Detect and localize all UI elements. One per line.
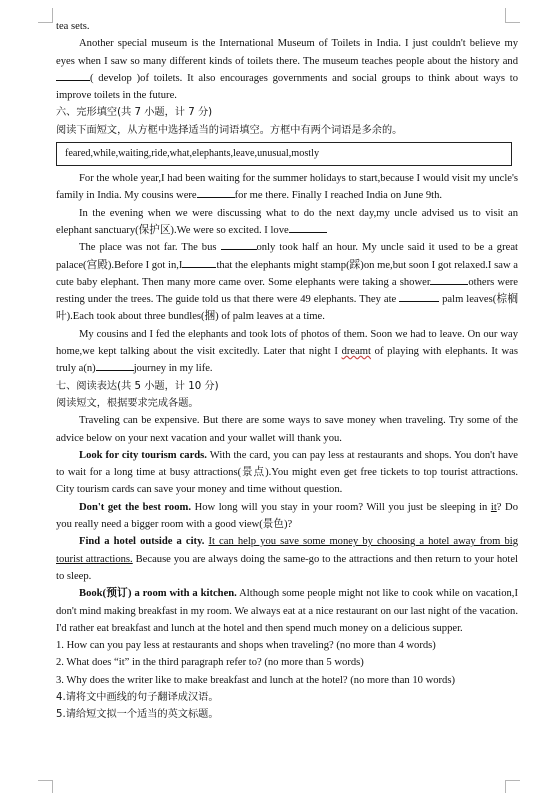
reading-paragraph-1 bbox=[56, 447, 518, 499]
section7-title: 七、阅读表达(共 5 小题，计 10 分) bbox=[56, 380, 219, 392]
cloze-p3-text-e: palm leaves(棕榈叶).Each took about three bundles(捆) of palm leaves at a time. bbox=[56, 294, 519, 323]
question-4: 4.请将文中画线的句子翻译成汉语。 bbox=[56, 691, 219, 703]
reading-text-3: Because you are always doing the same-go to the attractions and then return to your hotel to sleep. bbox=[56, 553, 519, 582]
cloze-blank-4[interactable] bbox=[182, 257, 216, 268]
reading-heading-3: Find a hotel outside a city. bbox=[79, 536, 205, 548]
crop-mark-bottom-right bbox=[505, 780, 520, 793]
paragraph-tea-sets: tea sets. bbox=[56, 21, 90, 32]
toilet-museum-text-a: Another special museum is the International Museum of Toilets in India. I just couldn't believe my eyes when I saw so many different kinds of toilets there. The museum teaches people about the history and bbox=[56, 38, 518, 67]
reading-text-4: Although some people might not like to cook while on vacation,I don't mind making breakfast in my room. We always eat at a nice restaurant on our last night of the vacation. I'd rather eat breakfast and lunch at the hotel and then spend much money on a delicious supper. bbox=[56, 588, 518, 634]
section7-instruction: 阅读短文，根据要求完成各题。 bbox=[56, 397, 199, 409]
crop-mark-bottom-left bbox=[38, 780, 53, 793]
cloze-p3-text-c: that the elephants might stamp(踩)on me,but soon I got relaxed.I saw a cute baby elephant. Then many more came over. Some elephants were taking a shower bbox=[56, 259, 518, 288]
reading-text-1: With the card, you can pay less at restaurants and shops. You don't have to wait for a long time at busy attractions(景点).You might even get free tickets to top tourist attractions. City tourism cards can save your money and time without question. bbox=[56, 449, 518, 496]
crop-mark-top-left bbox=[38, 8, 53, 23]
reading-heading-1: Look for city tourism cards. bbox=[79, 449, 207, 461]
reading-heading-2: Don't get the best room. bbox=[79, 501, 191, 513]
cloze-blank-5[interactable] bbox=[430, 274, 468, 285]
cloze-p4-text-a: My cousins and I fed the elephants and took lots of photos of them. Soon we had to leave. On our way home,we kept talking about the visit excitedly. Later that night I bbox=[56, 328, 518, 358]
reading-paragraph-4 bbox=[56, 585, 518, 637]
cloze-paragraph-3 bbox=[56, 239, 518, 325]
reading-heading-4: Book(预订) a room with a kitchen. bbox=[79, 588, 237, 600]
cloze-p3-text-a: The place was not far. The bus bbox=[79, 242, 217, 254]
reading-paragraph-2 bbox=[56, 499, 518, 534]
section6-instruction: 阅读下面短文，从方框中选择适当的词语填空。方框中有两个词语是多余的。 bbox=[56, 124, 403, 136]
misspelled-word-dreamt: dreamt bbox=[341, 346, 371, 358]
underlined-word-it: it bbox=[490, 501, 497, 513]
paragraph-toilet-museum bbox=[56, 35, 518, 104]
word-box: feared,while,waiting,ride,what,elephants,leave,unusual,mostly bbox=[56, 142, 512, 166]
cloze-p1-text-a: For the whole year,I had been waiting for the summer holidays to start,because I would visit my uncle's family in India. My cousins were bbox=[56, 173, 518, 202]
cloze-blank-7[interactable] bbox=[96, 360, 134, 371]
cloze-paragraph-2 bbox=[56, 205, 518, 240]
question-1: 1. How can you pay less at restaurants and shops when traveling? (no more than 4 words) bbox=[56, 640, 436, 652]
cloze-p4-text-b: of playing with elephants. It was truly a(n) bbox=[56, 346, 519, 375]
reading-text-2b: ? Do you really need a bigger room with a good view(景色)? bbox=[56, 501, 518, 531]
cloze-p1-text-b: for me there. Finally I reached India on June 9th. bbox=[234, 190, 443, 202]
blank-develop[interactable] bbox=[56, 70, 90, 81]
toilet-museum-text-b: ( develop )of toilets. It also encourages governments and social groups to think about ways to improve toilets in the future. bbox=[56, 72, 518, 102]
document-body bbox=[56, 18, 518, 724]
cloze-blank-1[interactable] bbox=[197, 187, 235, 198]
cloze-p4-text-c: journey in my life. bbox=[133, 363, 213, 375]
reading-paragraph-3 bbox=[56, 533, 518, 585]
cloze-p2-text: In the evening when we were discussing what to do the next day,my uncle advised us to visit an elephant sanctuary(保护区).We were so excited. I love bbox=[56, 207, 518, 236]
cloze-p3-text-d: others were resting under the trees. The guide told us that there were 49 elephants. They ate bbox=[56, 276, 518, 306]
cloze-paragraph-1 bbox=[56, 170, 518, 205]
cloze-paragraph-4 bbox=[56, 326, 518, 378]
underlined-sentence: It can help you save some money by choosing a hotel away from big tourist attractions. bbox=[56, 536, 518, 565]
question-3: 3. Why does the writer like to make breakfast and lunch at the hotel? (no more than 10 words) bbox=[56, 674, 456, 686]
question-2: 2. What does “it” in the third paragraph refer to? (no more than 5 words) bbox=[56, 657, 364, 669]
reading-intro: Traveling can be expensive. But there are some ways to save money when traveling. Try some of the advice below on your next vacation and your wallet will thank you. bbox=[56, 415, 518, 444]
cloze-blank-6[interactable] bbox=[399, 291, 439, 302]
cloze-p3-text-b: only took half an hour. My uncle said it used to be a great palace(宫殿).Before I got in,I bbox=[56, 242, 518, 271]
reading-text-2a: How long will you stay in your room? Will you just be sleeping in bbox=[194, 501, 488, 513]
cloze-blank-2[interactable] bbox=[289, 222, 327, 233]
section6-title: 六、完形填空(共 7 小题，计 7 分) bbox=[56, 107, 213, 119]
cloze-blank-3[interactable] bbox=[221, 239, 257, 250]
question-5: 5.请给短文拟一个适当的英文标题。 bbox=[56, 709, 219, 721]
